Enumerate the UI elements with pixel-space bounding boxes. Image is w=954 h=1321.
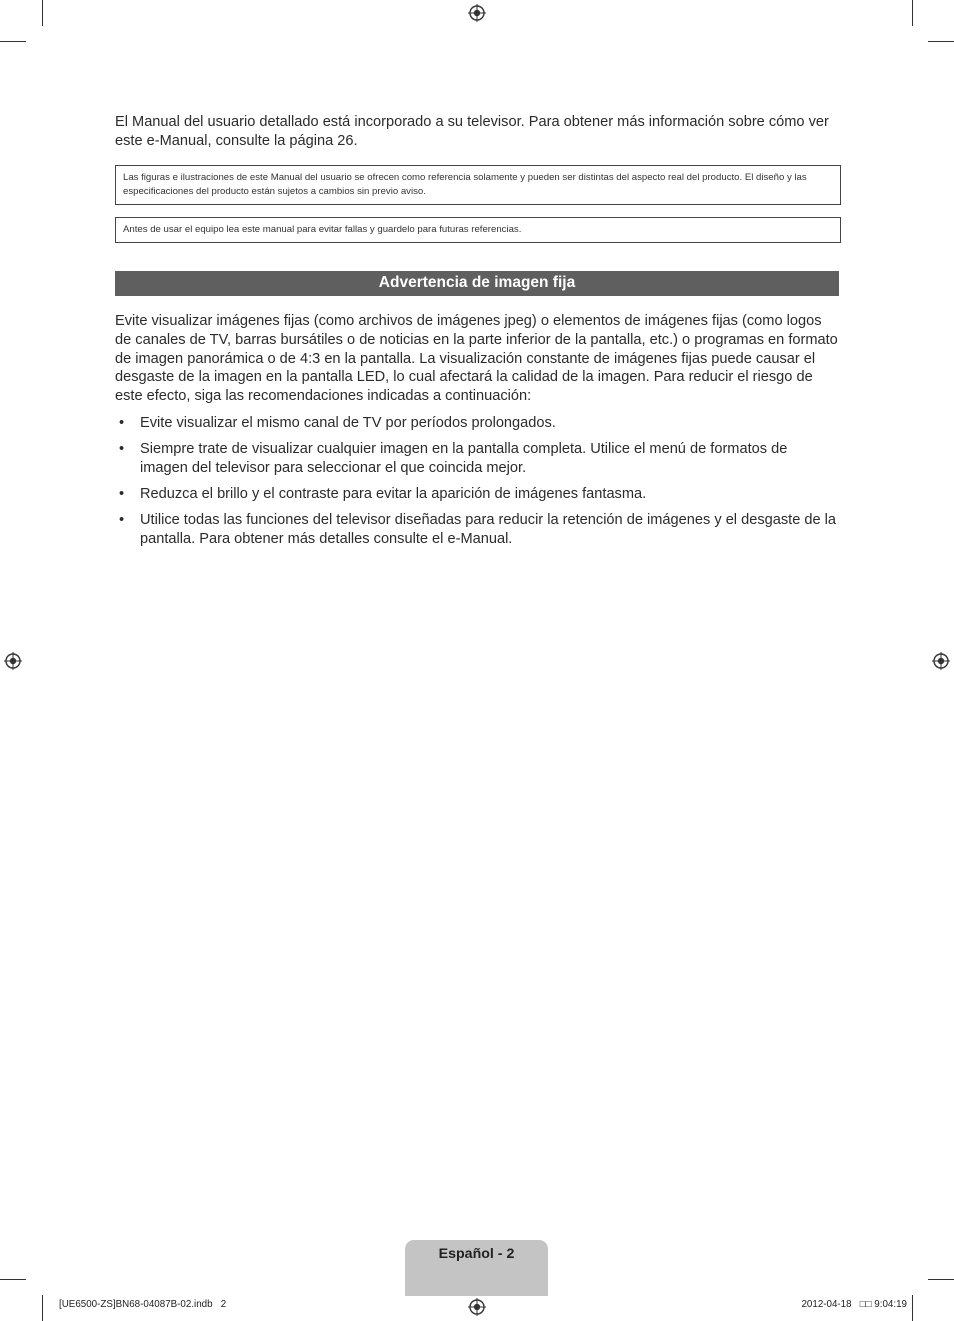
bullet-icon: • [119, 415, 125, 431]
file-slug: [UE6500-ZS]BN68-04087B-02.indb 2 [59, 1299, 227, 1310]
crop-mark [928, 41, 954, 42]
list-item [115, 414, 839, 433]
print-timestamp: 2012-04-18 □□ 9:04:19 [801, 1299, 907, 1310]
list-item-text: Reduzca el brillo y el contraste para evitar la aparición de imágenes fantasma. [140, 486, 647, 502]
crop-mark [912, 1295, 913, 1321]
disclaimer-note: Las figuras e ilustraciones de este Manual del usuario se ofrecen como referencia solamente y pueden ser distintas del aspecto real del producto. El diseño y las especificaciones del producto están sujetos a cambios sin previo aviso. [115, 165, 841, 205]
list-item [115, 485, 839, 504]
bullet-icon: • [119, 441, 125, 457]
registration-mark-icon [468, 4, 486, 22]
read-manual-note: Antes de usar el equipo lea este manual para evitar fallas y guardelo para futuras referencias. [115, 217, 841, 243]
crop-mark [42, 1295, 43, 1321]
page-number-tab [405, 1240, 548, 1296]
intro-paragraph: El Manual del usuario detallado está incorporado a su televisor. Para obtener más información sobre cómo ver este e-Manual, consulte la página 26. [115, 114, 829, 149]
list-item [115, 511, 839, 549]
registration-mark-icon [468, 1298, 486, 1316]
crop-mark [928, 1279, 954, 1280]
registration-mark-icon [932, 652, 950, 670]
crop-mark [42, 0, 43, 26]
list-item [115, 440, 839, 478]
crop-mark [912, 0, 913, 26]
bullet-icon: • [119, 486, 125, 502]
list-item-text: Siempre trate de visualizar cualquier imagen en la pantalla completa. Utilice el menú de formatos de imagen del televisor para seleccionar el que coincida mejor. [140, 441, 788, 476]
bullet-icon: • [119, 512, 125, 528]
list-item-text: Evite visualizar el mismo canal de TV por períodos prolongados. [140, 415, 556, 431]
section-heading: Advertencia de imagen fija [115, 271, 839, 296]
list-item-text: Utilice todas las funciones del televisor diseñadas para reducir la retención de imágenes y el desgaste de la pantalla. Para obtener más detalles consulte el e-Manual. [140, 512, 837, 547]
registration-mark-icon [4, 652, 22, 670]
crop-mark [0, 41, 26, 42]
crop-mark [0, 1279, 26, 1280]
section-paragraph: Evite visualizar imágenes fijas (como archivos de imágenes jpeg) o elementos de imágenes fijas (como logos de canales de TV, barras bursátiles o de noticias en la parte inferior de la pantalla, etc.) o programas en formato de imagen panorámica o de 4:3 en la pantalla. La visualización constante de imágenes fijas puede causar el desgaste de la imagen en la pantalla LED, lo cual afectará la calidad de la imagen. Para reducir el riesgo de este efecto, siga las recomendaciones indicadas a continuación: [115, 313, 838, 405]
page-number-label: Español - 2 [438, 1246, 515, 1262]
recommendation-list [115, 414, 839, 556]
